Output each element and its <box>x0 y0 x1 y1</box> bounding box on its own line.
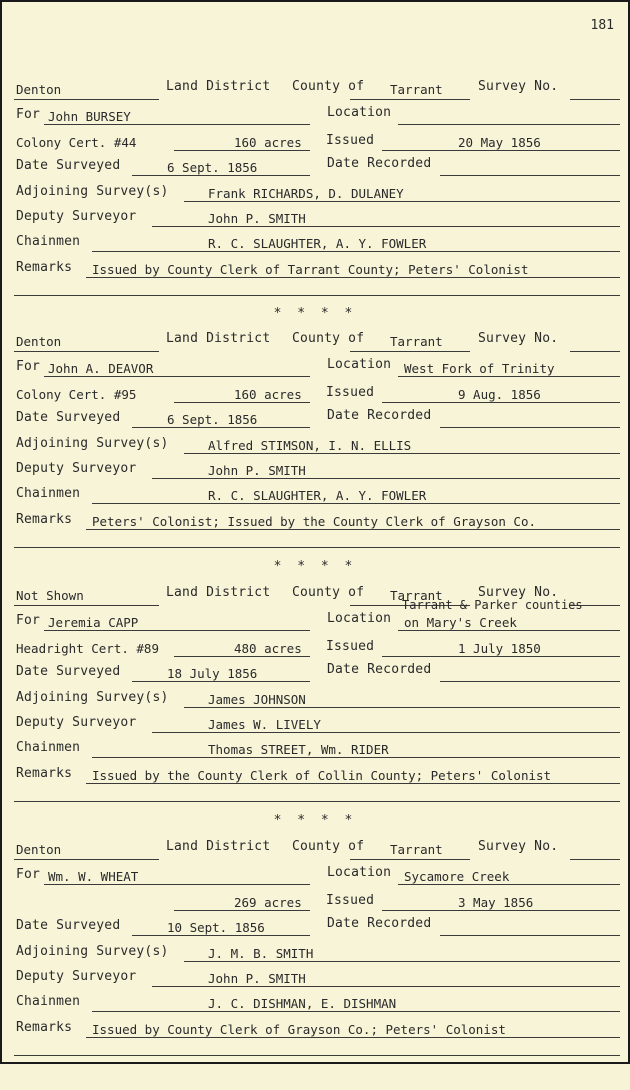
underline <box>398 376 620 377</box>
remarks-label: Remarks <box>16 765 73 781</box>
chainmen-label: Chainmen <box>16 486 81 502</box>
issued-value: 1 July 1850 <box>458 640 541 656</box>
survey-no-label: Survey No. <box>478 839 559 854</box>
grantee-value: Wm. W. WHEAT <box>48 869 139 885</box>
acres-value: 160 acres <box>234 134 302 150</box>
underline <box>382 656 620 657</box>
adjoining-value: Alfred STIMSON, I. N. ELLIS <box>208 437 412 453</box>
date-recorded-label: Date Recorded <box>327 662 432 678</box>
underline <box>174 150 310 151</box>
location-value: Sycamore Creek <box>404 869 510 885</box>
underline <box>14 859 159 860</box>
deputy-surveyor-value: John P. SMITH <box>208 211 306 226</box>
deputy-surveyor-value: John P. SMITH <box>208 971 306 986</box>
adjoining-value: J. M. B. SMITH <box>208 945 314 961</box>
remarks-label: Remarks <box>16 511 73 527</box>
survey-no-label: Survey No. <box>478 331 559 346</box>
county-of-label: County of <box>292 585 365 600</box>
underline <box>86 1037 620 1038</box>
date-surveyed-value: 18 July 1856 <box>167 666 258 682</box>
underline <box>382 402 620 403</box>
grantee-value: Jeremia CAPP <box>48 615 139 631</box>
adjoining-value: Frank RICHARDS, D. DULANEY <box>208 185 404 201</box>
underline <box>14 1055 620 1056</box>
underline <box>570 99 620 100</box>
deputy-surveyor-label: Deputy Surveyor <box>16 969 137 984</box>
location-label: Location <box>327 611 392 627</box>
underline <box>44 124 310 125</box>
chainmen-label: Chainmen <box>16 994 81 1010</box>
adjoining-value: James JOHNSON <box>208 691 306 707</box>
date-surveyed-value: 6 Sept. 1856 <box>167 412 258 428</box>
adjoining-label: Adjoining Survey(s) <box>16 943 169 959</box>
issued-value: 3 May 1856 <box>458 894 534 910</box>
underline <box>44 884 310 885</box>
underline <box>440 935 620 936</box>
grantee-value: John A. DEAVOR <box>48 361 154 377</box>
chainmen-value: R. C. SLAUGHTER, A. Y. FOWLER <box>208 236 427 252</box>
page-number: 181 <box>590 18 614 33</box>
acres-value: 269 acres <box>234 894 302 910</box>
location-line2-value: Tarrant & Parker counties <box>402 598 583 613</box>
chainmen-label: Chainmen <box>16 234 81 250</box>
remarks-value: Issued by the County Clerk of Collin County; Peters' Colonist <box>92 767 552 783</box>
remarks-label: Remarks <box>16 1019 73 1035</box>
survey-record <box>2 80 628 330</box>
grantee-value: John BURSEY <box>48 109 131 125</box>
remarks-label: Remarks <box>16 259 73 275</box>
underline <box>350 99 470 100</box>
underline <box>152 478 620 479</box>
date-recorded-label: Date Recorded <box>327 916 432 932</box>
underline <box>86 529 620 530</box>
underline <box>152 732 620 733</box>
land-district-label: Land District <box>166 331 271 346</box>
survey-no-label: Survey No. <box>478 585 559 600</box>
location-label: Location <box>327 105 392 121</box>
record-separator: * * * * <box>273 306 357 321</box>
survey-no-label: Survey No. <box>478 79 559 94</box>
for-label: For <box>16 107 41 123</box>
county-value: Tarrant <box>390 842 443 857</box>
underline <box>398 124 620 125</box>
county-value: Tarrant <box>390 588 443 603</box>
underline <box>174 656 310 657</box>
chainmen-label: Chainmen <box>16 740 81 756</box>
deputy-surveyor-label: Deputy Surveyor <box>16 209 137 224</box>
survey-record <box>2 332 628 582</box>
date-surveyed-label: Date Surveyed <box>16 158 121 174</box>
remarks-value: Issued by County Clerk of Grayson Co.; Peters' Colonist <box>92 1021 506 1037</box>
county-of-label: County of <box>292 79 365 94</box>
underline <box>14 801 620 802</box>
date-surveyed-value: 10 Sept. 1856 <box>167 920 265 936</box>
underline <box>92 1011 620 1012</box>
underline <box>382 150 620 151</box>
land-district-label: Land District <box>166 585 271 600</box>
land-district-value: Denton <box>16 82 62 97</box>
underline <box>44 376 310 377</box>
underline <box>14 99 159 100</box>
location-value: West Fork of Trinity <box>404 361 555 377</box>
issued-label: Issued <box>326 384 375 400</box>
underline <box>570 859 620 860</box>
for-label: For <box>16 867 41 883</box>
chainmen-value: R. C. SLAUGHTER, A. Y. FOWLER <box>208 488 427 504</box>
underline <box>440 427 620 428</box>
survey-record <box>2 586 628 836</box>
underline <box>398 884 620 885</box>
date-surveyed-value: 6 Sept. 1856 <box>167 160 258 176</box>
location-label: Location <box>327 865 392 881</box>
underline <box>92 757 620 758</box>
certificate-value: Headright Cert. #89 <box>16 640 159 656</box>
location-value: on Mary's Creek <box>404 615 517 631</box>
acres-value: 160 acres <box>234 386 302 402</box>
deputy-surveyor-value: John P. SMITH <box>208 463 306 478</box>
underline <box>132 175 310 176</box>
underline <box>184 707 620 708</box>
record-separator: * * * * <box>273 813 357 828</box>
issued-value: 9 Aug. 1856 <box>458 386 541 402</box>
issued-value: 20 May 1856 <box>458 134 541 150</box>
underline <box>440 175 620 176</box>
county-of-label: County of <box>292 839 365 854</box>
underline <box>44 630 310 631</box>
underline <box>14 351 159 352</box>
location-label: Location <box>327 357 392 373</box>
underline <box>86 277 620 278</box>
deputy-surveyor-value: James W. LIVELY <box>208 717 321 732</box>
land-district-value: Not Shown <box>16 588 84 603</box>
underline <box>132 935 310 936</box>
date-surveyed-label: Date Surveyed <box>16 410 121 426</box>
survey-record <box>2 840 628 1090</box>
county-of-label: County of <box>292 331 365 346</box>
underline <box>174 910 310 911</box>
underline <box>92 503 620 504</box>
acres-value: 480 acres <box>234 640 302 656</box>
underline <box>174 402 310 403</box>
for-label: For <box>16 613 41 629</box>
chainmen-value: Thomas STREET, Wm. RIDER <box>208 742 389 758</box>
deputy-surveyor-label: Deputy Surveyor <box>16 715 137 730</box>
issued-label: Issued <box>326 132 375 148</box>
adjoining-label: Adjoining Survey(s) <box>16 689 169 705</box>
adjoining-label: Adjoining Survey(s) <box>16 183 169 199</box>
chainmen-value: J. C. DISHMAN, E. DISHMAN <box>208 996 397 1012</box>
remarks-value: Peters' Colonist; Issued by the County Clerk of Grayson Co. <box>92 513 537 529</box>
underline <box>14 605 159 606</box>
underline <box>440 681 620 682</box>
certificate-value: Colony Cert. #44 <box>16 134 137 150</box>
for-label: For <box>16 359 41 375</box>
underline <box>14 547 620 548</box>
underline <box>152 986 620 987</box>
issued-label: Issued <box>326 638 375 654</box>
underline <box>92 251 620 252</box>
underline <box>350 351 470 352</box>
underline <box>132 681 310 682</box>
land-district-label: Land District <box>166 839 271 854</box>
date-recorded-label: Date Recorded <box>327 408 432 424</box>
record-separator: * * * * <box>273 559 357 574</box>
land-district-label: Land District <box>166 79 271 94</box>
underline <box>184 201 620 202</box>
underline <box>570 351 620 352</box>
date-surveyed-label: Date Surveyed <box>16 918 121 934</box>
underline <box>398 630 620 631</box>
date-recorded-label: Date Recorded <box>327 156 432 172</box>
underline <box>14 295 620 296</box>
land-district-value: Denton <box>16 334 62 349</box>
issued-label: Issued <box>326 892 375 908</box>
remarks-value: Issued by County Clerk of Tarrant County; Peters' Colonist <box>92 261 529 277</box>
underline <box>382 910 620 911</box>
underline <box>86 783 620 784</box>
underline <box>184 961 620 962</box>
underline <box>132 427 310 428</box>
underline <box>152 226 620 227</box>
land-district-value: Denton <box>16 842 62 857</box>
date-surveyed-label: Date Surveyed <box>16 664 121 680</box>
certificate-value: Colony Cert. #95 <box>16 386 137 402</box>
deputy-surveyor-label: Deputy Surveyor <box>16 461 137 476</box>
county-value: Tarrant <box>390 334 443 349</box>
underline <box>184 453 620 454</box>
county-value: Tarrant <box>390 82 443 97</box>
adjoining-label: Adjoining Survey(s) <box>16 435 169 451</box>
underline <box>350 859 470 860</box>
